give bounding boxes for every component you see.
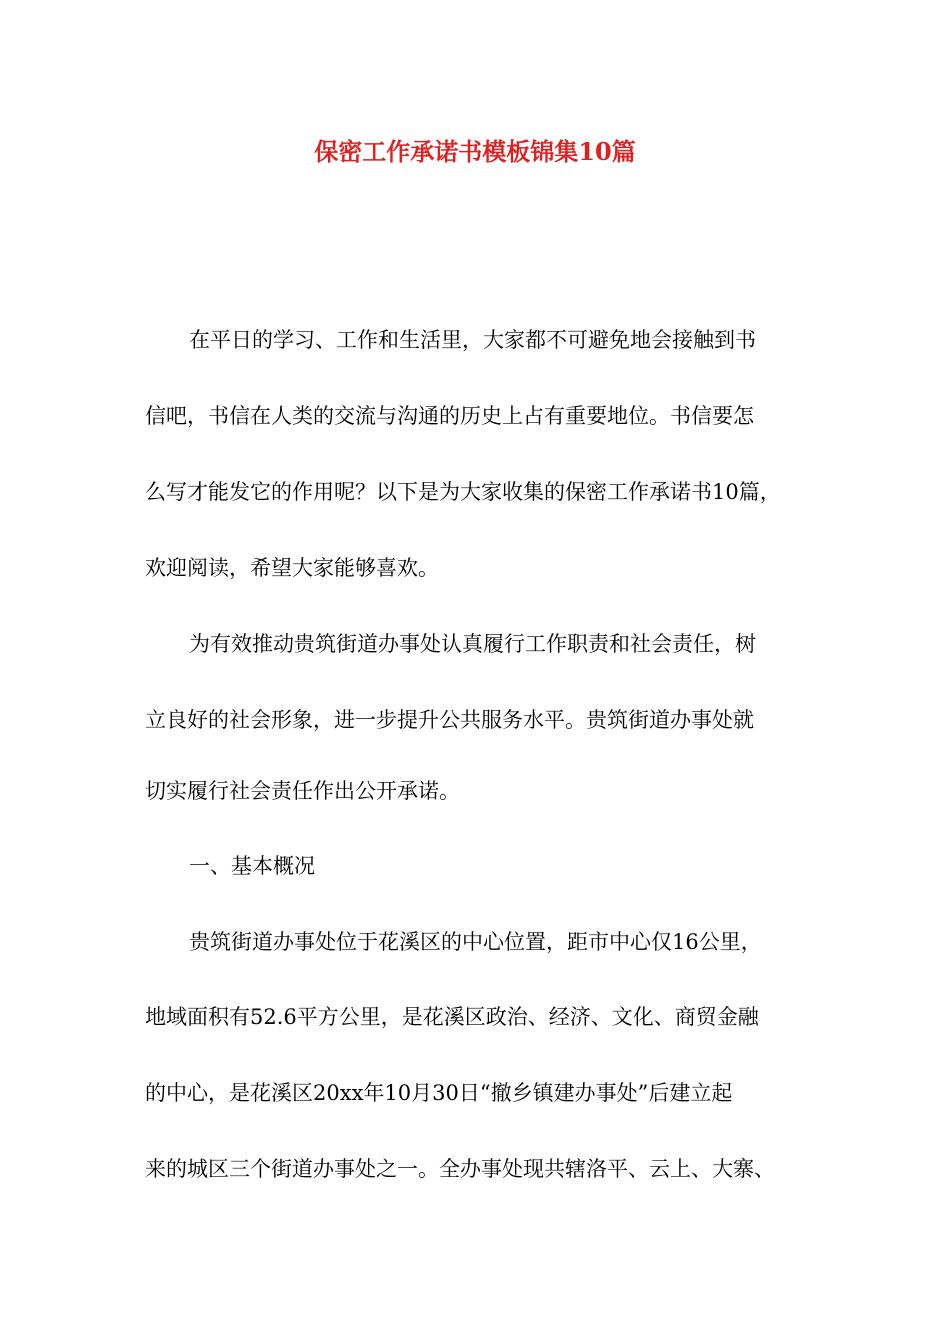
paragraph-3-line-1: 贵筑街道办事处位于花溪区的中心位置，距市中心仅16公里，	[189, 930, 762, 954]
document-title: 保密工作承诺书模板锦集10篇	[314, 137, 636, 166]
paragraph-1-line-2: 信吧，书信在人类的交流与沟通的历史上占有重要地位。书信要怎	[145, 404, 754, 428]
paragraph-1-line-3: 么写才能发它的作用呢？以下是为大家收集的保密工作承诺书10篇，	[145, 480, 781, 504]
paragraph-3-line-4: 来的城区三个街道办事处之一。全办事处现共辖洛平、云上、大寨、	[145, 1157, 775, 1181]
paragraph-2-line-2: 立良好的社会形象，进一步提升公共服务水平。贵筑街道办事处就	[145, 708, 754, 732]
paragraph-3-line-2: 地域面积有52.6平方公里，是花溪区政治、经济、文化、商贸金融	[145, 1005, 759, 1029]
paragraph-2-line-1: 为有效推动贵筑街道办事处认真履行工作职责和社会责任，树	[189, 632, 756, 656]
section-heading: 一、基本概况	[189, 854, 315, 878]
paragraph-3-line-3: 的中心，是花溪区20xx年10月30日“撤乡镇建办事处”后建立起	[145, 1081, 733, 1105]
paragraph-2-line-3: 切实履行社会责任作出公开承诺。	[145, 779, 460, 803]
paragraph-1-line-4: 欢迎阅读，希望大家能够喜欢。	[145, 556, 439, 580]
paragraph-1-line-1: 在平日的学习、工作和生活里，大家都不可避免地会接触到书	[189, 328, 756, 352]
